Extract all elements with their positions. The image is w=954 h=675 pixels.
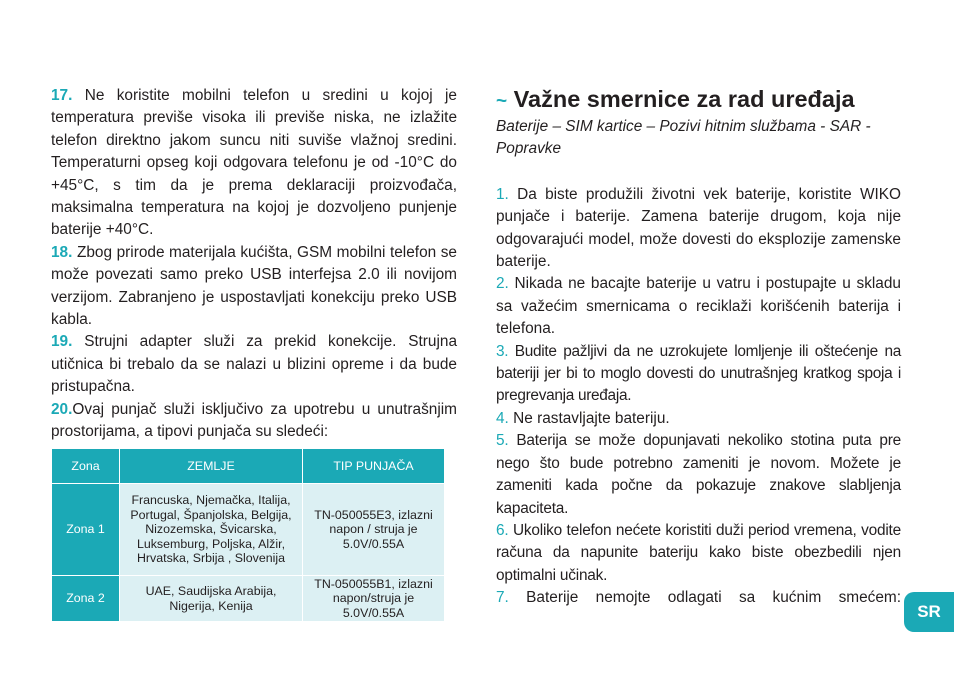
item-number: 18. bbox=[51, 243, 73, 261]
paragraph-4 bbox=[496, 408, 901, 430]
table-row bbox=[52, 576, 445, 622]
tilde-icon: ~ bbox=[496, 91, 508, 112]
section-title bbox=[496, 85, 901, 116]
item-text: Da biste produžili životni vek baterije, koristite WIKO punjače i baterije. Zamena baterije drugom, koja nije odgovarajući model, može dovesti do eksplozije zamenske baterije. bbox=[496, 185, 901, 271]
table-row bbox=[52, 484, 445, 576]
item-number: 2. bbox=[496, 275, 509, 293]
right-column bbox=[496, 85, 901, 610]
left-column bbox=[51, 85, 457, 444]
countries-cell: Francuska, Njemačka, Italija, Portugal, Španjolska, Belgija, Nizozemska, Švicarska, Luksemburg, Poljska, Alžir, Hrvatska, Srbija , Slovenija bbox=[120, 484, 303, 576]
paragraph-18 bbox=[51, 242, 457, 332]
title-text: Važne smernice za rad uređaja bbox=[513, 86, 855, 112]
paragraph-19 bbox=[51, 331, 457, 398]
zone-cell: Zona 1 bbox=[52, 484, 120, 576]
item-text: Budite pažljivi da ne uzrokujete lomljenje ili oštećenje na bateriji jer bi to moglo dovesti do unutrašnjeg kratkog spoja i pregrevanja uređaja. bbox=[496, 342, 901, 405]
zone-cell: Zona 2 bbox=[52, 576, 120, 622]
paragraph-5 bbox=[496, 430, 901, 520]
charger-cell: TN-050055E3, izlazni napon / struja je 5.0V/0.55A bbox=[303, 484, 445, 576]
item-number: 6. bbox=[496, 521, 509, 539]
item-number: 7. bbox=[496, 589, 509, 607]
paragraph-6 bbox=[496, 520, 901, 587]
item-number: 3. bbox=[496, 342, 509, 360]
section-subtitle: Baterije – SIM kartice – Pozivi hitnim službama - SAR - Popravke bbox=[496, 118, 871, 158]
item-number: 4. bbox=[496, 409, 509, 427]
language-badge: SR bbox=[904, 592, 954, 632]
paragraph-3 bbox=[496, 341, 901, 408]
item-text: Ovaj punjač služi isključivo za upotrebu u unutrašnjim prostorijama, a tipovi punjača su sledeći: bbox=[51, 400, 457, 441]
item-text: Baterija se može dopunjavati nekoliko stotina puta pre nego što bude potrebno zameniti je novom. Možete je zameniti kada počne da pokazuje znakove slabljenja kapaciteta. bbox=[496, 432, 901, 517]
item-number: 1. bbox=[496, 185, 509, 203]
table-header-row bbox=[52, 449, 445, 484]
item-text: Baterije nemojte odlagati sa kućnim smećem: bbox=[508, 589, 901, 607]
item-number: 19. bbox=[51, 333, 73, 351]
item-text: Zbog prirode materijala kućišta, GSM mobilni telefon se može povezati samo preko USB interfejsa 2.0 ili novijom verzijom. Zabranjeno je uspostavljati konekciju preko USB kabla. bbox=[51, 243, 457, 329]
paragraph-17 bbox=[51, 85, 457, 242]
item-text: Ne rastavljajte bateriju. bbox=[508, 409, 670, 427]
charger-cell: TN-050055B1, izlazni napon/struja je 5.0V/0.55A bbox=[303, 576, 445, 622]
item-number: 17. bbox=[51, 87, 73, 104]
paragraph-7 bbox=[496, 587, 901, 609]
item-text: Ne koristite mobilni telefon u sredini u kojoj je temperatura previše visoka ili previše niska, ne izlažite telefon direktno jakom suncu niti suviše vlažnoj sredini. Temperaturni opseg koji odgovara telefonu je od -10°C do +45°C, s tim da je prema deklaraciji proizvođača, maksimalna temperatura na kojoj je dozvoljeno punjenje baterije +40°C. bbox=[51, 87, 457, 239]
item-text: Strujni adapter služi za prekid konekcije. Strujna utičnica bi trebalo da se nalazi u blizini opreme i da bude pristupačna. bbox=[51, 333, 457, 396]
paragraph-20 bbox=[51, 399, 457, 444]
item-number: 5. bbox=[496, 432, 509, 450]
header-zemlje: ZEMLJE bbox=[120, 449, 303, 484]
item-number: 20. bbox=[51, 400, 73, 418]
paragraph-1 bbox=[496, 184, 901, 274]
header-zona: Zona bbox=[52, 449, 120, 484]
header-tip-punjaca: TIP PUNJAČA bbox=[303, 449, 445, 484]
paragraph-2 bbox=[496, 273, 901, 340]
item-text: Nikada ne bacajte baterije u vatru i postupajte u skladu sa važećim smernicama o reciklaži korišćenih baterija i telefona. bbox=[496, 275, 901, 338]
item-text: Ukoliko telefon nećete koristiti duži period vremena, vodite računa da napunite bateriju kako biste obezbedili njen optimalni učinak. bbox=[496, 521, 901, 584]
charger-zones-table bbox=[51, 448, 445, 622]
countries-cell: UAE, Saudijska Arabija, Nigerija, Kenija bbox=[120, 576, 303, 622]
